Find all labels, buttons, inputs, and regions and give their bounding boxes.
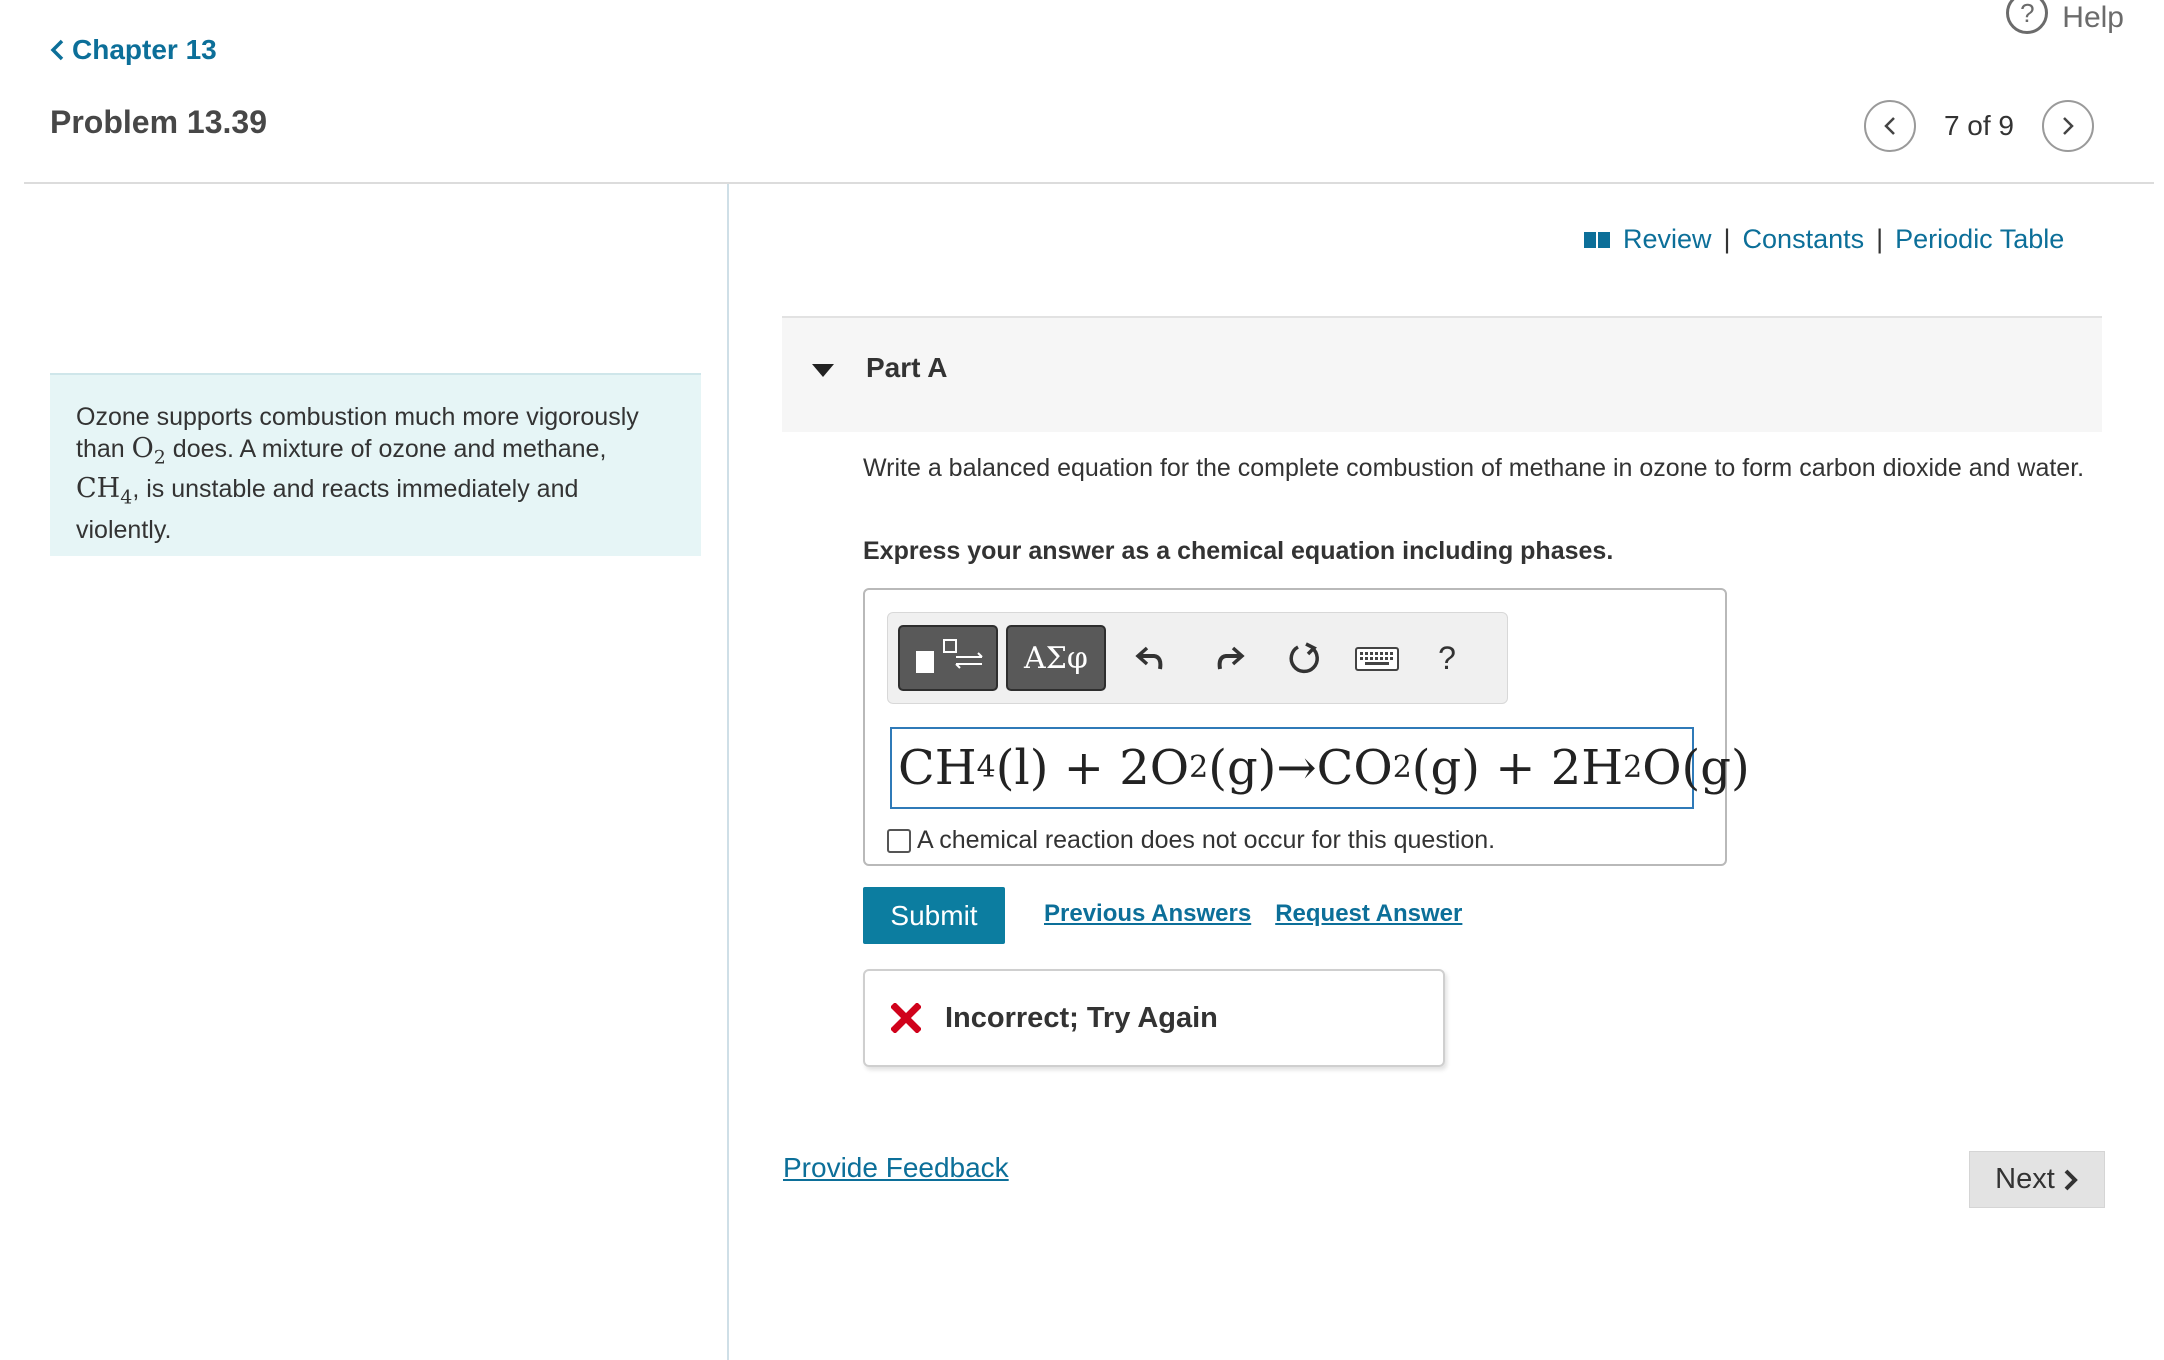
intro-text: , is unstable and reacts immediately and violently. [76,475,579,544]
question-text: Write a balanced equation for the complete combustion of methane in ozone to form carbon dioxide and water. [863,454,2085,482]
submit-button[interactable]: Submit [863,887,1005,944]
eq-term: (l) + 2O [995,740,1190,796]
feedback-message: Incorrect; Try Again [945,1001,1218,1034]
provide-feedback-link[interactable]: Provide Feedback [783,1152,1009,1183]
reset-icon [1286,640,1322,676]
next-label: Next [1995,1163,2055,1195]
intro-text: does. A mixture of ozone and methane, [165,435,607,463]
pager-count: 7 of 9 [1943,110,2014,141]
resource-links [1583,224,2064,255]
help-label: Help [2062,1,2124,34]
chevron-right-icon [2063,1168,2079,1192]
template-button[interactable] [898,625,998,691]
equation-input[interactable]: CH 4 (l) + 2O 2 (g)→CO 2 (g) + 2H 2 O(g) [890,727,1694,809]
greek-symbols-button[interactable]: ΑΣφ [1006,625,1106,691]
periodic-table-link[interactable]: Periodic Table [1895,224,2065,254]
undo-icon [1134,641,1168,675]
o2-formula [131,433,166,469]
equation-toolbar [887,612,1508,704]
constants-link[interactable]: Constants [1742,224,1865,254]
header-divider [24,182,2154,184]
no-reaction-checkbox[interactable] [887,829,911,853]
column-divider [727,184,729,1360]
redo-button[interactable] [1204,633,1254,683]
review-link[interactable]: Review [1623,224,1712,254]
problem-intro [50,373,701,556]
eq-term: CH [898,740,977,796]
error-x-icon [891,1003,921,1033]
no-reaction-label: A chemical reaction does not occur for this question. [917,826,1496,854]
previous-answers-link[interactable]: Previous Answers [1044,900,1252,927]
help-link[interactable] [2006,0,2124,36]
chevron-right-icon [2060,115,2076,137]
chapter-back-link[interactable] [48,34,217,66]
request-answer-link[interactable]: Request Answer [1275,900,1463,927]
chapter-label: Chapter 13 [72,34,217,65]
book-icon [1583,230,1611,250]
intro-text: Ozone supports combustion much more vigorously than [76,403,639,463]
answer-box [863,588,1750,866]
help-icon: ? [2006,0,2048,34]
collapse-triangle-icon [812,364,834,377]
problem-title: Problem 13.39 [50,104,267,140]
next-button[interactable] [1969,1151,2105,1208]
help-button[interactable]: ? [1438,639,1456,676]
link-separator: | [1876,224,1884,254]
eq-term: (g) + 2H [1411,740,1624,796]
answer-instruction: Express your answer as a chemical equation including phases. [863,537,1614,565]
redo-icon [1212,641,1246,675]
no-reaction-option[interactable] [887,826,1495,855]
keyboard-icon [1355,644,1399,672]
reset-button[interactable] [1279,633,1329,683]
chevron-left-icon [48,38,66,62]
chevron-left-icon [1882,115,1898,137]
problem-pager [1864,100,2094,152]
ch4-subscript: 4 [120,486,133,509]
eq-term: (g)→CO [1208,740,1393,796]
previous-problem-button[interactable] [1864,100,1916,152]
o2-symbol: O [131,433,154,464]
undo-button[interactable] [1126,633,1176,683]
next-problem-button[interactable] [2042,100,2094,152]
ch4-formula [76,473,133,509]
feedback-box [863,969,1445,1067]
keyboard-button[interactable] [1352,633,1402,683]
part-title: Part A [866,352,948,383]
eq-term: O(g) [1642,740,1750,796]
o2-subscript: 2 [153,446,166,469]
template-icon [908,633,988,683]
link-separator: | [1723,224,1731,254]
ch4-symbol: CH [76,473,121,505]
part-a-header[interactable] [782,316,2102,432]
answer-links [1044,900,1462,928]
